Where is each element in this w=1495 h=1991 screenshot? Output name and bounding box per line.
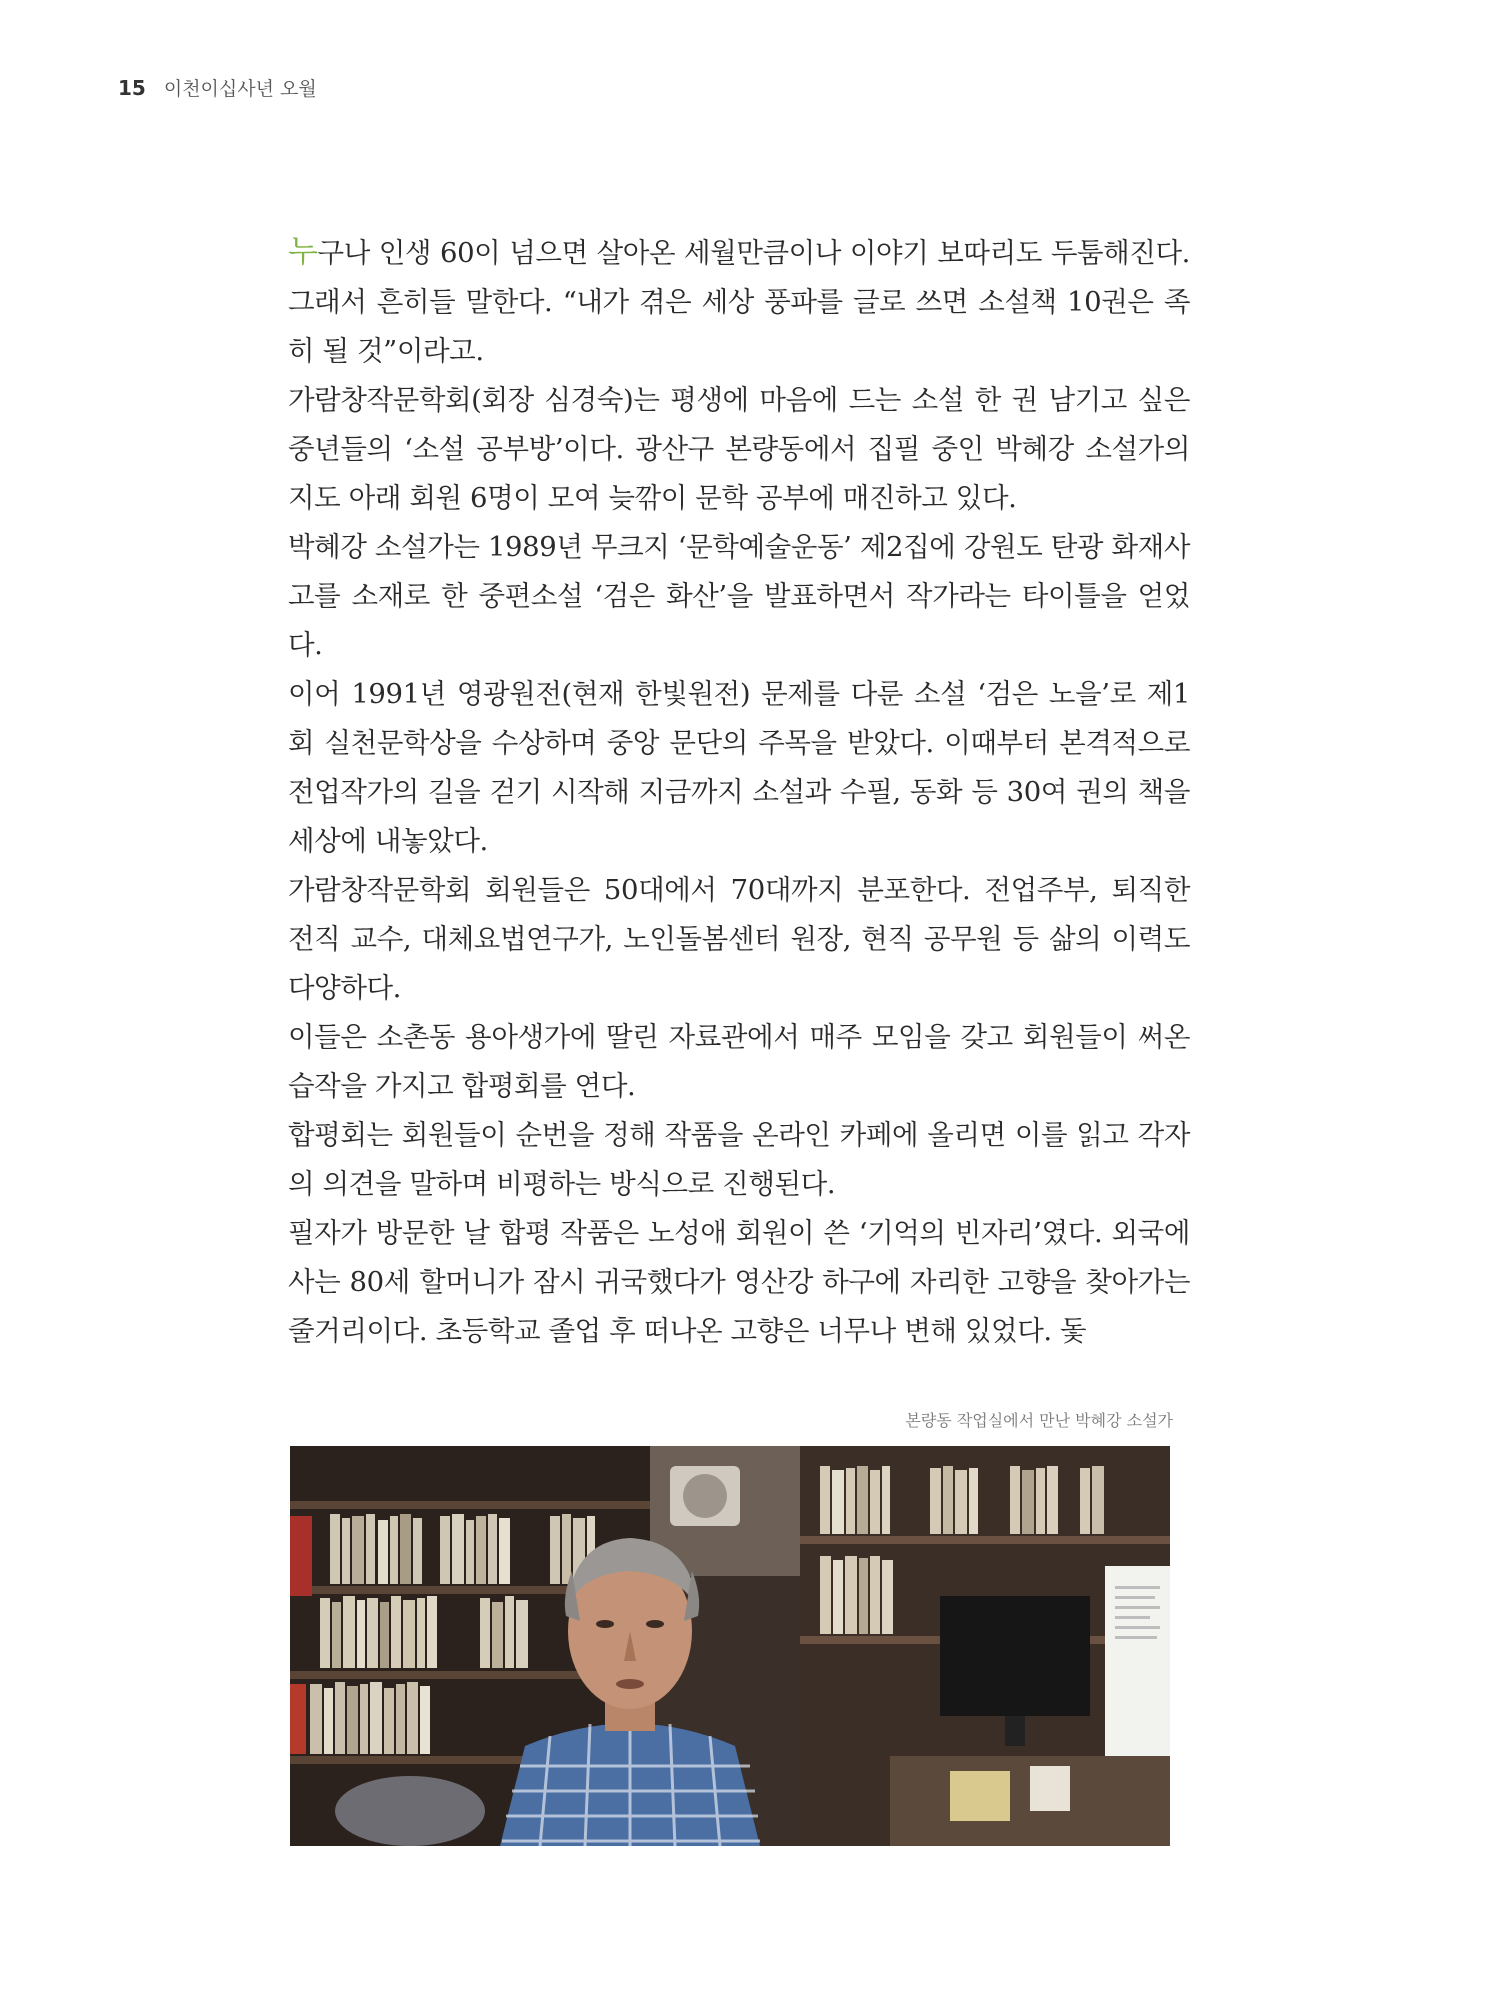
drop-letter: 누 — [288, 234, 318, 270]
portrait-photo — [290, 1446, 1170, 1846]
paragraph-3: 박혜강 소설가는 1989년 무크지 ‘문학예술운동’ 제2집에 강원도 탄광 화재사고를 소재로 한 중편소설 ‘검은 화산’을 발표하면서 작가라는 타이틀을 얻었다. — [288, 531, 1190, 661]
article-body — [288, 228, 1190, 1356]
paragraph-7: 합평회는 회원들이 순번을 정해 작품을 온라인 카페에 올리면 이를 읽고 각자의 의견을 말하며 비평하는 방식으로 진행된다. — [288, 1119, 1190, 1200]
paragraph-6: 이들은 소촌동 용아생가에 딸린 자료관에서 매주 모임을 갖고 회원들이 써온 습작을 가지고 합평회를 연다. — [288, 1021, 1190, 1102]
paragraph-4: 이어 1991년 영광원전(현재 한빛원전) 문제를 다룬 소설 ‘검은 노을’로 제1회 실천문학상을 수상하며 중앙 문단의 주목을 받았다. 이때부터 본격적으로 전업작가의 길을 걷기 시작해 지금까지 소설과 수필, 동화 등 30여 권의 책을 세상에 내놓았다. — [288, 678, 1190, 857]
page-number: 15 — [118, 76, 146, 100]
photo-caption: 본량동 작업실에서 만난 박혜강 소설가 — [905, 1411, 1173, 1430]
portrait-illustration — [290, 1446, 1170, 1846]
paragraph-2: 가람창작문학회(회장 심경숙)는 평생에 마음에 드는 소설 한 권 남기고 싶은 중년들의 ‘소설 공부방’이다. 광산구 본량동에서 집필 중인 박혜강 소설가의 지도 아래 회원 6명이 모여 늦깎이 문학 공부에 매진하고 있다. — [288, 384, 1190, 514]
right-bookshelf — [800, 1446, 1170, 1846]
paragraph-8: 필자가 방문한 날 합평 작품은 노성애 회원이 쓴 ‘기억의 빈자리’였다. 외국에 사는 80세 할머니가 잠시 귀국했다가 영산강 하구에 자리한 고향을 찾아가는 줄거리이다. 초등학교 졸업 후 떠나온 고향은 너무나 변해 있었다. 돛 — [288, 1217, 1190, 1347]
paragraph-5: 가람창작문학회 회원들은 50대에서 70대까지 분포한다. 전업주부, 퇴직한 전직 교수, 대체요법연구가, 노인돌봄센터 원장, 현직 공무원 등 삶의 이력도 다양하다. — [288, 874, 1190, 1004]
running-head — [118, 74, 317, 101]
paragraph-1 — [288, 228, 1190, 376]
paragraph-1-text: 구나 인생 60이 넘으면 살아온 세월만큼이나 이야기 보따리도 두툼해진다. 그래서 흔히들 말한다. “내가 겪은 세상 풍파를 글로 쓰면 소설책 10권은 족히 될 것”이라고. — [288, 237, 1190, 367]
section-title: 이천이십사년 오월 — [163, 78, 317, 100]
